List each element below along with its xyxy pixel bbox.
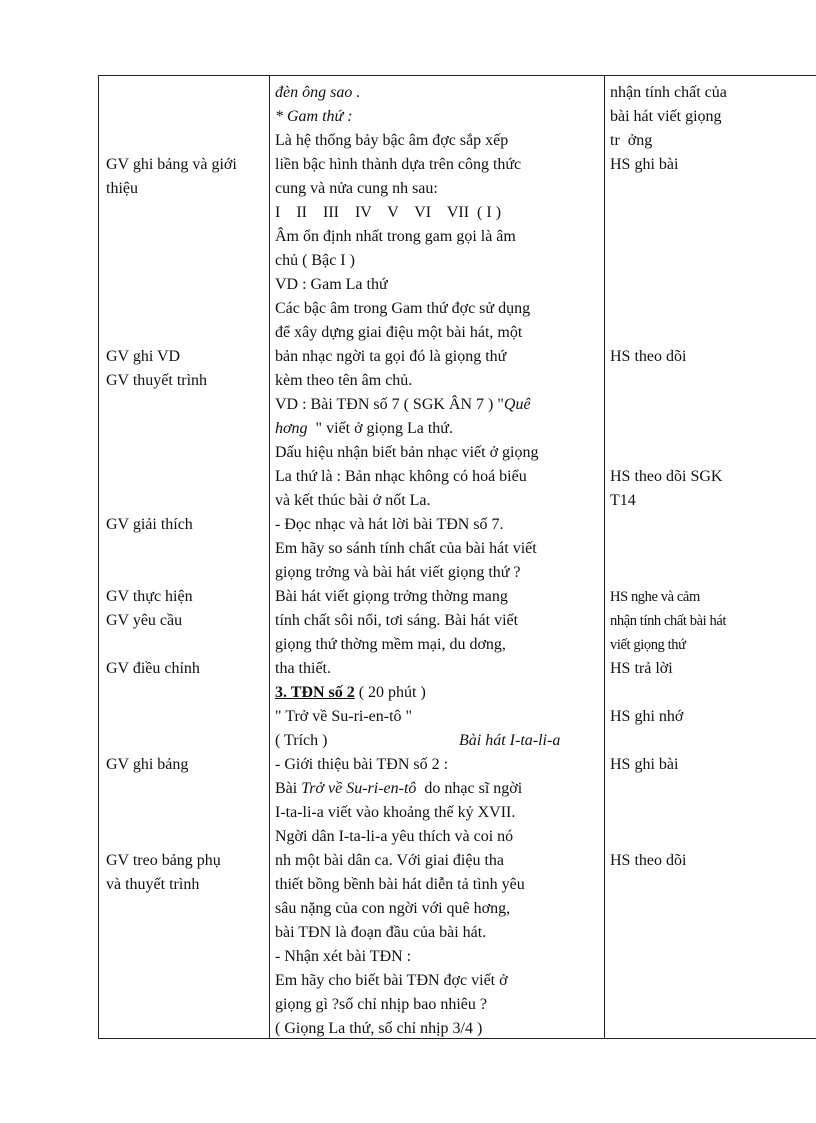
student-line: HS theo dõi [610, 348, 687, 365]
section-title: 3. TĐN số 2 [275, 684, 355, 701]
content-line: bài TĐN là đoạn đầu của bài hát. [275, 924, 487, 941]
student-line: T14 [610, 492, 636, 509]
song-title-text: Quê [503, 396, 531, 413]
content-line: - Giới thiệu bài TĐN số 2 : [275, 756, 449, 773]
teacher-line: GV thực hiện [106, 588, 193, 605]
student-line: bài hát viết giọng [610, 108, 722, 125]
content-line: giọng trởng và bài hát viết giọng thứ ? [275, 564, 521, 581]
content-line: I II III IV V VI VII ( I ) [275, 204, 502, 221]
content-line: La thứ là : Bản nhạc không có hoá biểu [275, 468, 527, 485]
content-text: VD : Bài TĐN số 7 ( SGK ÂN 7 ) " [275, 396, 504, 413]
content-line: * Gam thứ : [275, 108, 353, 125]
section-heading [275, 681, 426, 705]
teacher-line: GV thuyết trình [106, 372, 208, 389]
student-line: HS ghi bài [610, 156, 679, 173]
teacher-line: GV điều chỉnh [106, 660, 200, 677]
lesson-table [98, 75, 816, 1039]
teacher-line: GV giải thích [106, 516, 193, 533]
content-line: đèn ông sao . [275, 84, 361, 101]
content-line: giọng thứ thờng mềm mại, du dơng, [275, 636, 506, 653]
content-line: nh một bài dân ca. Với giai điệu tha [275, 852, 504, 869]
content-line: - Nhận xét bài TĐN : [275, 948, 412, 965]
teacher-line: GV yêu cầu [106, 612, 183, 629]
content-text: Bài [275, 780, 302, 797]
content-line: Là hệ thống bảy bậc âm đợc sắp xếp [275, 132, 509, 149]
lesson-content-column [270, 76, 604, 1038]
content-line: Ngời dân I-ta-li-a yêu thích và coi nó [275, 828, 514, 845]
student-line: viết giọng thứ [610, 637, 686, 653]
content-line: tha thiết. [275, 660, 331, 677]
content-line: Em hãy cho biết bài TĐN đợc viết ở [275, 972, 508, 989]
content-line: giọng gì ?số chỉ nhịp bao nhiêu ? [275, 996, 487, 1013]
content-line [275, 417, 453, 441]
teacher-line: GV ghi bảng và giới [106, 156, 237, 173]
student-line: HS trả lời [610, 660, 673, 677]
song-title-text: hơng [275, 420, 308, 437]
student-line: nhận tính chất bài hát [610, 613, 727, 629]
content-text: " viết ở giọng La thứ. [307, 420, 453, 437]
student-line: HS theo dõi SGK [610, 468, 723, 485]
section-duration: ( 20 phút ) [354, 684, 426, 701]
content-line: ( Giọng La thứ, số chỉ nhịp 3/4 ) [275, 1020, 483, 1037]
content-line: để xây dựng giai điệu một bài hát, một [275, 324, 523, 341]
student-line: nhận tính chất của [610, 84, 727, 101]
student-line: HS ghi bài [610, 756, 679, 773]
student-line: HS theo dõi [610, 852, 687, 869]
teacher-activity-column [99, 76, 269, 1038]
content-line: chủ ( Bậc I ) [275, 252, 355, 269]
student-line: HS ghi nhớ [610, 708, 684, 725]
content-line: và kết thúc bài ở nốt La. [275, 492, 431, 509]
student-activity-column [605, 76, 816, 1038]
teacher-line: GV treo bảng phụ [106, 852, 221, 869]
content-line: sâu nặng của con ngời với quê hơng, [275, 900, 511, 917]
content-line: kèm theo tên âm chủ. [275, 372, 413, 389]
teacher-line: GV ghi bảng [106, 756, 189, 773]
content-line: liền bậc hình thành dựa trên công thức [275, 156, 522, 173]
content-line: Các bậc âm trong Gam thứ đợc sử dụng [275, 300, 531, 317]
content-line: bản nhạc ngời ta gọi đó là giọng thứ [275, 348, 507, 365]
content-line: Âm ổn định nhất trong gam gọi là âm [275, 228, 516, 245]
content-line: I-ta-li-a viết vào khoảng thế kỷ XVII. [275, 804, 516, 821]
student-line: HS nghe và cảm [610, 589, 700, 605]
content-line: ( Trích ) [275, 732, 328, 749]
content-line: cung và nửa cung nh sau: [275, 180, 438, 197]
teacher-line: và thuyết trình [106, 876, 200, 893]
content-line: " Trở về Su-ri-en-tô " [275, 708, 413, 725]
teacher-line: GV ghi VD [106, 348, 181, 365]
content-line: tính chất sôi nổi, tơi sáng. Bài hát viết [275, 612, 519, 629]
song-title-text: Trở về Su-ri-en-tô [301, 780, 417, 797]
content-line: - Đọc nhạc và hát lời bài TĐN số 7. [275, 516, 504, 533]
song-origin: Bài hát I-ta-li-a [459, 732, 561, 749]
content-line: Bài hát viết giọng trởng thờng mang [275, 588, 508, 605]
content-line: thiết bồng bềnh bài hát diễn tả tình yêu [275, 876, 525, 893]
content-line [275, 777, 522, 801]
content-line: Dấu hiệu nhận biết bản nhạc viết ở giọng [275, 444, 539, 461]
content-text: do nhạc sĩ ngời [416, 780, 523, 797]
content-line: VD : Gam La thứ [275, 276, 388, 293]
student-line: tr ởng [610, 132, 653, 149]
teacher-line: thiệu [106, 180, 138, 197]
content-line [275, 393, 531, 417]
content-line: Em hãy so sánh tính chất của bài hát viết [275, 540, 537, 557]
